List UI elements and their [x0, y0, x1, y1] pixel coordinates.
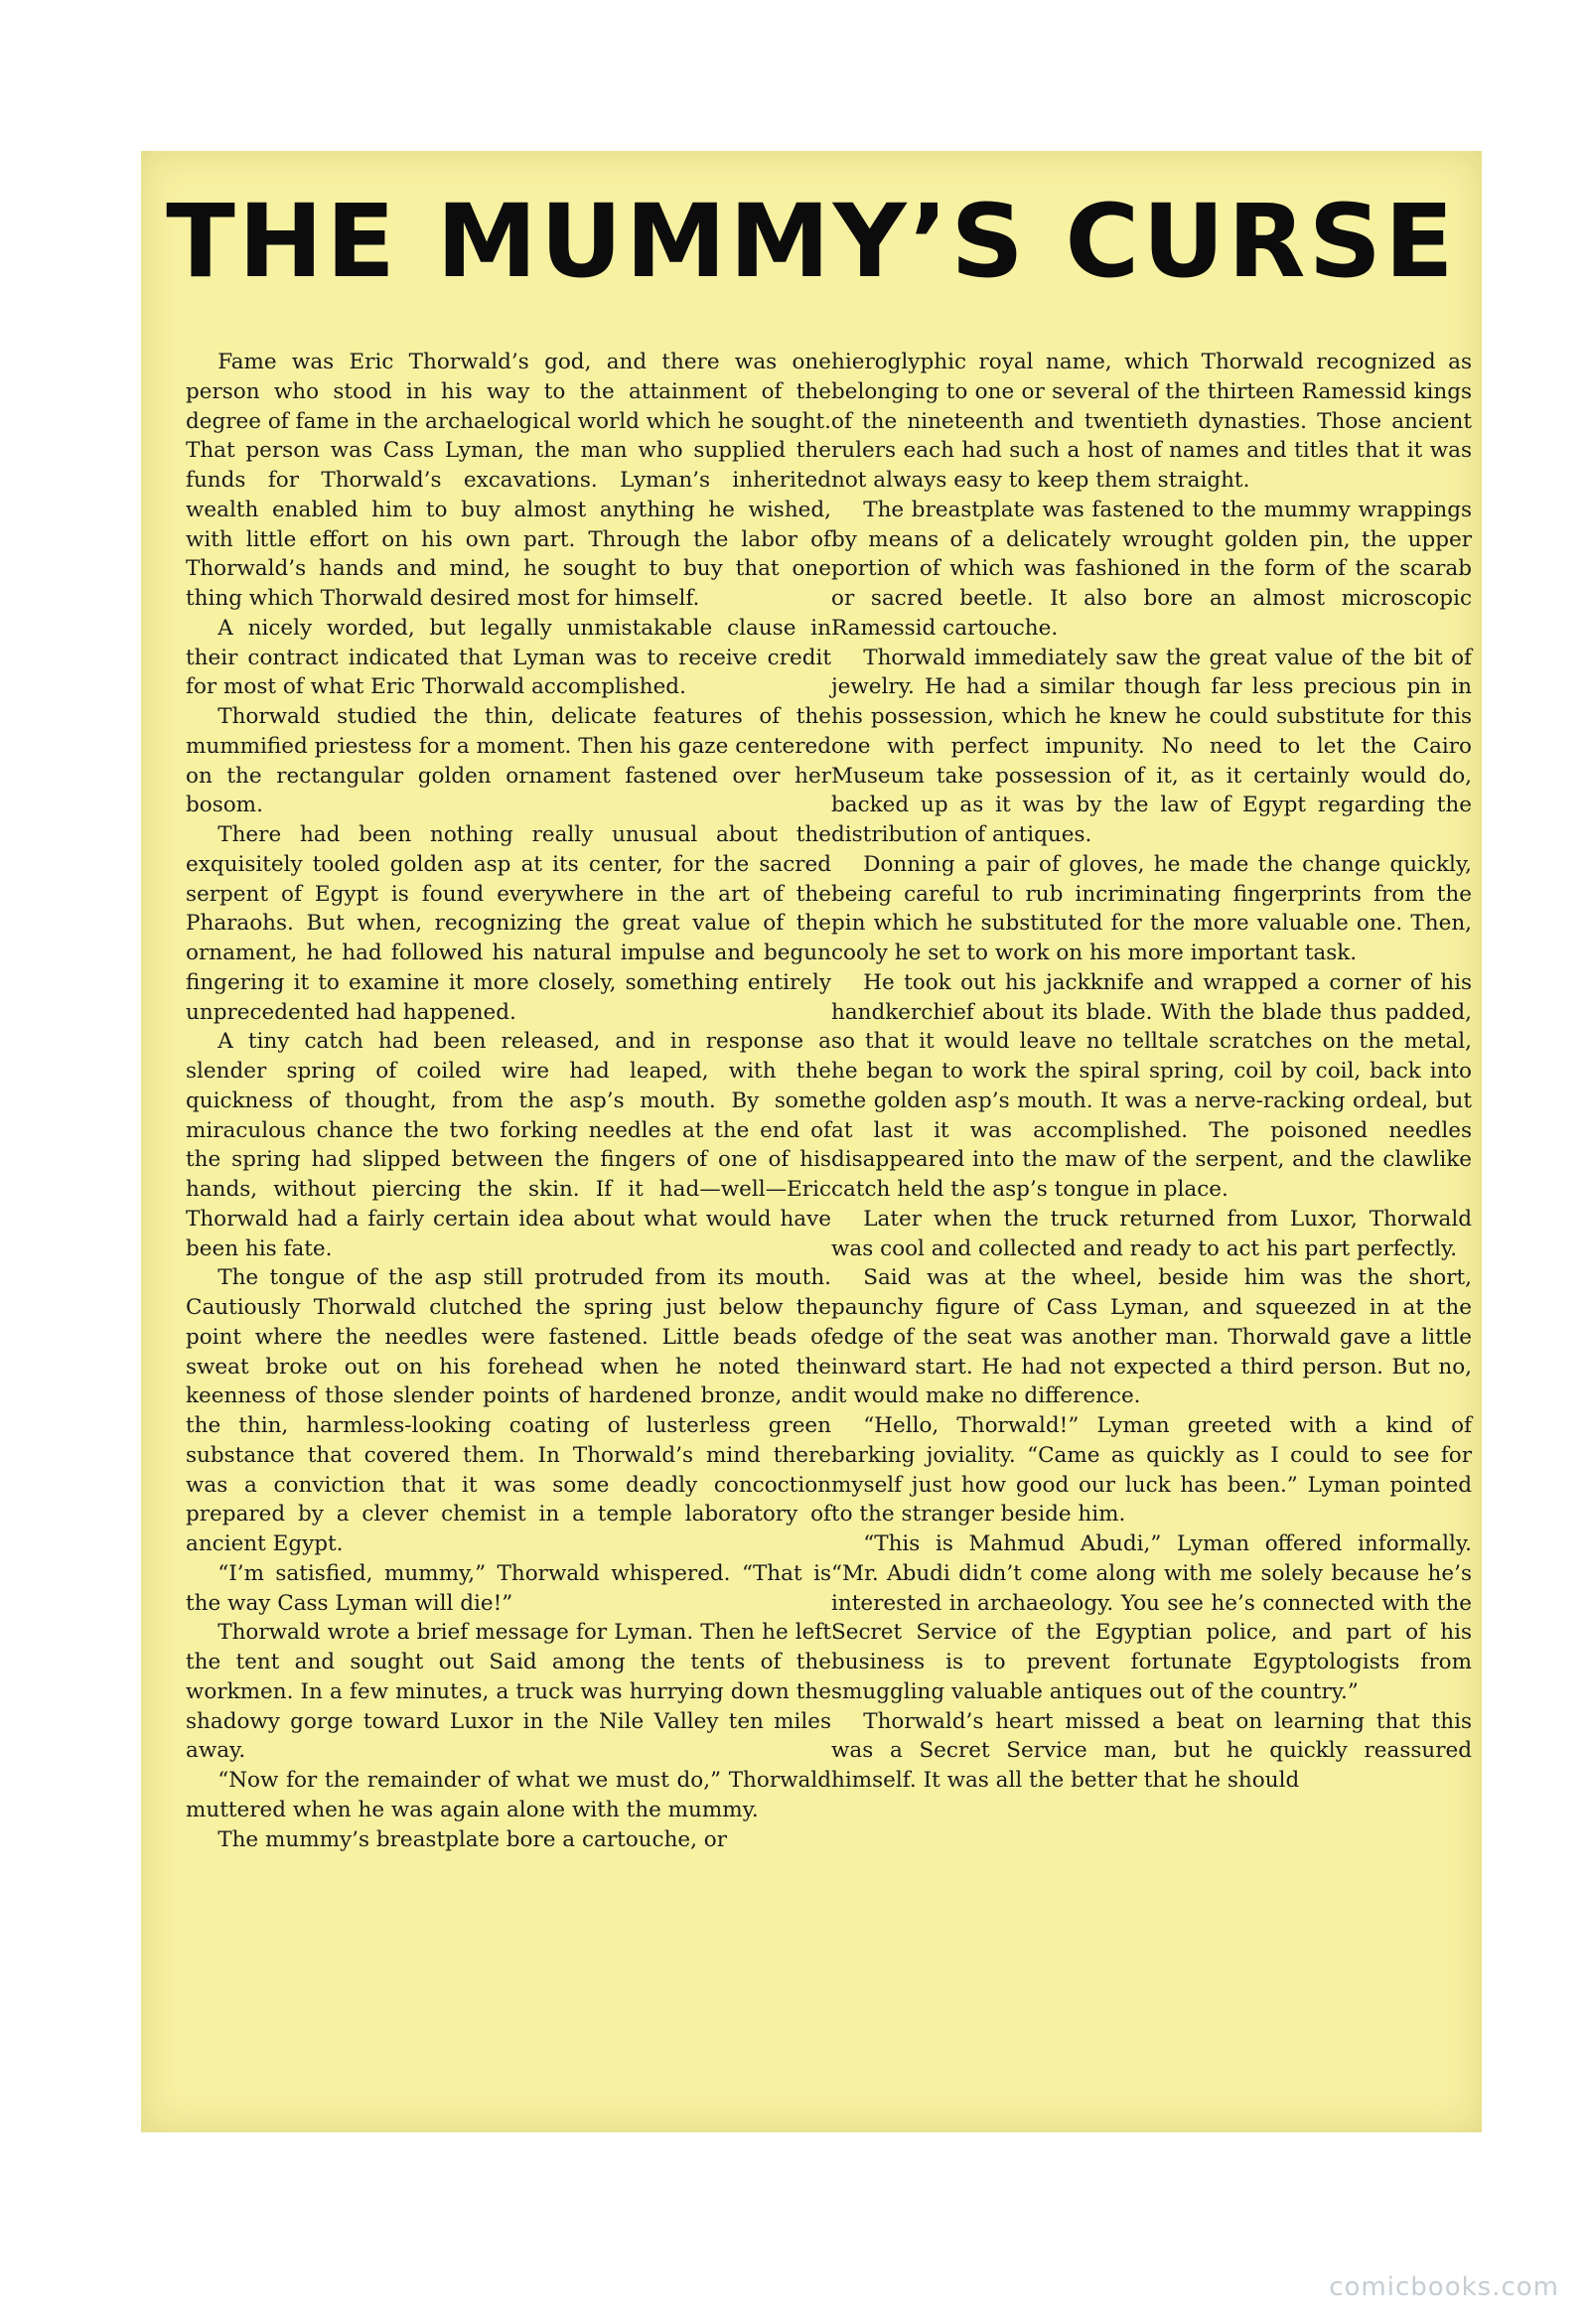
- paragraph: There had been nothing really unusual about the exquisitely tooled golden asp at its center, for the sacred serpent of Egypt is found everywhere in the art of the Pharaohs. But when, recognizing the great value of the ornament, he had followed his natural impulse and begun fingering it to examine it more closely, something entirely unprecedented had happened.: [186, 822, 831, 1025]
- paragraph: Thorwald’s heart missed a beat on learning that this was a Secret Service man, but he quickly reassured himself. It was all the better that he should: [831, 1708, 1472, 1793]
- paragraph: Fame was Eric Thorwald’s god, and there was one person who stood in his way to the attainment of the degree of fame in the archaelogical world which he sought. That person was Cass Lyman, the man who supplied the funds for Thorwald’s excavations. Lyman’s inherited wealth enabled him to buy almost anything he wished, with little effort on his own part. Through the labor of Thorwald’s hands and mind, he sought to buy that one thing which Thorwald desired most for himself.: [186, 350, 831, 611]
- paragraph: hieroglyphic royal name, which Thorwald recognized as belonging to one or several of the thirteen Ramessid kings of the nineteenth and twentieth dynasties. Those ancient rulers each had such a host of names and titles that it was not always easy to keep them straight.: [831, 350, 1472, 493]
- paragraph: Said was at the wheel, beside him was the short, paunchy figure of Cass Lyman, and squeezed in at the edge of the seat was another man. Thorwald gave a little inward start. He had not expected a third person. But no, it would make no difference.: [831, 1265, 1472, 1409]
- site-watermark: comicbooks.com: [1329, 2272, 1559, 2302]
- paragraph: Later when the truck returned from Luxor, Thorwald was cool and collected and ready to act his part perfectly.: [831, 1206, 1472, 1261]
- paragraph: A tiny catch had been released, and in response a slender spring of coiled wire had leaped, with the quickness of thought, from the asp’s mouth. By some miraculous chance the two forking needles at the end of the spring had slipped between the fingers of one of his hands, without piercing the skin. If it had—well—Eric Thorwald had a fairly certain idea about what would have been his fate.: [186, 1029, 831, 1261]
- paragraph: Thorwald immediately saw the great value of the bit of jewelry. He had a similar though far less precious pin in his possession, which he knew he could substitute for this one with perfect impunity. No need to let the Cairo Museum take possession of it, as it certainly would do, backed up as it was by the law of Egypt regarding the distribution of antiques.: [831, 645, 1472, 847]
- paragraph: “This is Mahmud Abudi,” Lyman offered informally. “Mr. Abudi didn’t come along with me solely because he’s interested in archaeology. You see he’s connected with the Secret Service of the Egyptian police, and part of his business is to prevent fortunate Egyptologists from smuggling valuable antiques out of the country.”: [831, 1531, 1472, 1704]
- story-panel: [141, 151, 1482, 2132]
- paragraph: Thorwald wrote a brief message for Lyman. Then he left the tent and sought out Said among the tents of the workmen. In a few minutes, a truck was hurrying down the shadowy gorge toward Luxor in the Nile Valley ten miles away.: [186, 1620, 831, 1764]
- paragraph: “I’m satisfied, mummy,” Thorwald whispered. “That is the way Cass Lyman will die!”: [186, 1560, 831, 1616]
- paragraph: A nicely worded, but legally unmistakable clause in their contract indicated that Lyman was to receive credit for most of what Eric Thorwald accomplished.: [186, 615, 831, 700]
- paragraph: The breastplate was fastened to the mummy wrappings by means of a delicately wrought golden pin, the upper portion of which was fashioned in the form of the scarab or sacred beetle. It also bore an almost microscopic Ramessid cartouche.: [831, 497, 1472, 641]
- paragraph: “Hello, Thorwald!” Lyman greeted with a kind of barking joviality. “Came as quickly as I could to see for myself just how good our luck has been.” Lyman pointed to the stranger beside him.: [831, 1413, 1472, 1527]
- paragraph: “Now for the remainder of what we must do,” Thorwald muttered when he was again alone with the mummy.: [186, 1768, 831, 1822]
- left-column: [186, 348, 831, 1854]
- paragraph: Donning a pair of gloves, he made the change quickly, being careful to rub incriminating fingerprints from the pin which he substituted for the more valuable one. Then, cooly he set to work on his more important task.: [831, 851, 1472, 965]
- right-column: [831, 348, 1472, 1796]
- story-title: THE MUMMY’S CURSE: [166, 183, 1457, 301]
- paragraph: He took out his jackknife and wrapped a corner of his handkerchief about its blade. With the blade thus padded, so that it would leave no telltale scratches on the metal, he began to work the spiral spring, coil by coil, back into the golden asp’s mouth. It was a nerve-racking ordeal, but at last it was accomplished. The poisoned needles disappeared into the maw of the serpent, and the clawlike catch held the asp’s tongue in place.: [831, 969, 1472, 1202]
- paragraph: Thorwald studied the thin, delicate features of the mummified priestess for a moment. Then his gaze centered on the rectangular golden ornament fastened over her bosom.: [186, 704, 831, 818]
- paragraph: The tongue of the asp still protruded from its mouth. Cautiously Thorwald clutched the spring just below the point where the needles were fastened. Little beads of sweat broke out on his forehead when he noted the keenness of those slender points of hardened bronze, and the thin, harmless-looking coating of lusterless green substance that covered them. In Thorwald’s mind there was a conviction that it was some deadly concoction prepared by a clever chemist in a temple laboratory of ancient Egypt.: [186, 1265, 831, 1556]
- paragraph: The mummy’s breastplate bore a cartouche, or: [217, 1826, 728, 1852]
